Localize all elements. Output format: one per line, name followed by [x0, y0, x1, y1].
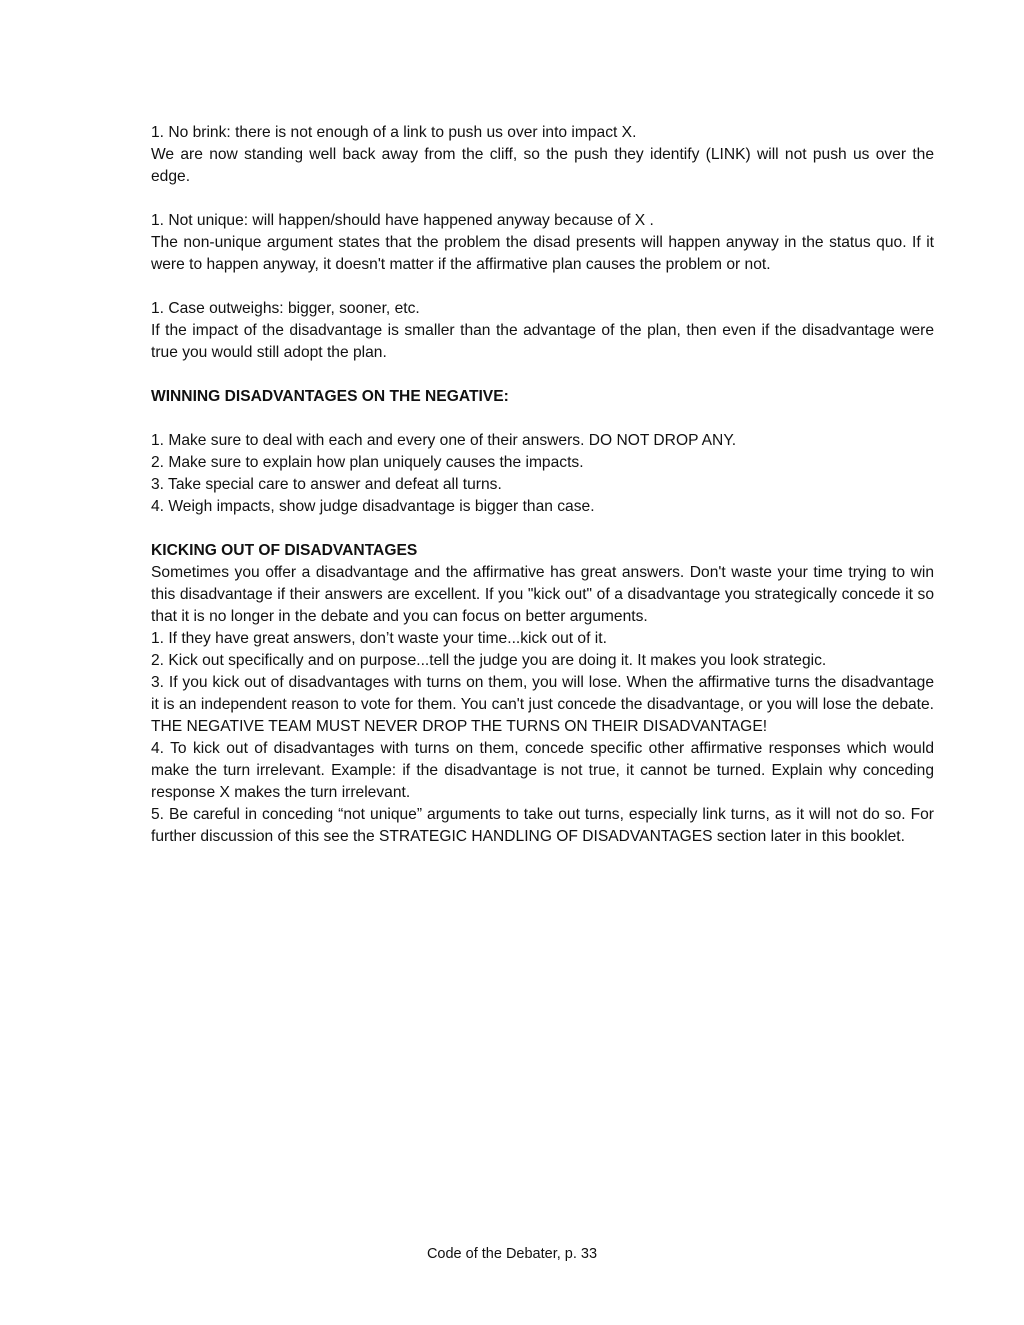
- page-footer: Code of the Debater, p. 33: [426, 1246, 598, 1262]
- outweighs-title: 1. Case outweighs: bigger, sooner, etc.: [151, 300, 420, 317]
- outweighs-body: If the impact of the disadvantage is smaller than the advantage of the plan, then even if the disadvantage were true you would still adopt the plan.: [151, 322, 934, 361]
- brink-title: 1. No brink: there is not enough of a link to push us over into impact X.: [151, 124, 637, 141]
- kicking-intro: Sometimes you offer a disadvantage and the affirmative has great answers. Don't waste your time trying to win this disadvantage if their answers are excellent. If you "kick out" of a disadvantage you strategically concede it so that it is no longer in the debate and you can focus on better arguments.: [151, 564, 934, 625]
- unique-body: The non-unique argument states that the problem the disad presents will happen anyway in the status quo. If it were to happen anyway, it doesn't matter if the affirmative plan causes the problem or not.: [151, 234, 934, 273]
- kicking-item: 3. If you kick out of disadvantages with turns on them, you will lose. When the affirmative turns the disadvantage it is an independent reason to vote for them. You can't just concede the disadvantage, or you will lose the debate. THE NEGATIVE TEAM MUST NEVER DROP THE TURNS ON THEIR DISADVANTAGE!: [151, 674, 934, 735]
- winning-item: 4. Weigh impacts, show judge disadvantage is bigger than case.: [151, 498, 595, 515]
- document-page: [151, 122, 934, 848]
- kicking-item: 1. If they have great answers, don’t waste your time...kick out of it.: [151, 630, 607, 647]
- kicking-item: 4. To kick out of disadvantages with turns on them, concede specific other affirmative responses which would make the turn irrelevant. Example: if the disadvantage is not true, it cannot be turned. Explain why conceding response X makes the turn irrelevant.: [151, 740, 934, 801]
- kicking-item: 5. Be careful in conceding “not unique” arguments to take out turns, especially link turns, as it will not do so. For further discussion of this see the STRATEGIC HANDLING OF DISADVANTAGES section later in this booklet.: [151, 806, 934, 845]
- winning-item: 1. Make sure to deal with each and every one of their answers. DO NOT DROP ANY.: [151, 432, 737, 449]
- winning-heading: WINNING DISADVANTAGES ON THE NEGATIVE:: [151, 388, 509, 405]
- brink-body: We are now standing well back away from the cliff, so the push they identify (LINK) will not push us over the edge.: [151, 146, 934, 185]
- winning-item: 3. Take special care to answer and defeat all turns.: [151, 476, 502, 493]
- winning-item: 2. Make sure to explain how plan uniquely causes the impacts.: [151, 454, 584, 471]
- unique-title: 1. Not unique: will happen/should have happened anyway because of X .: [151, 212, 654, 229]
- kicking-item: 2. Kick out specifically and on purpose...tell the judge you are doing it. It makes you look strategic.: [151, 652, 827, 669]
- kicking-heading: KICKING OUT OF DISADVANTAGES: [151, 542, 418, 559]
